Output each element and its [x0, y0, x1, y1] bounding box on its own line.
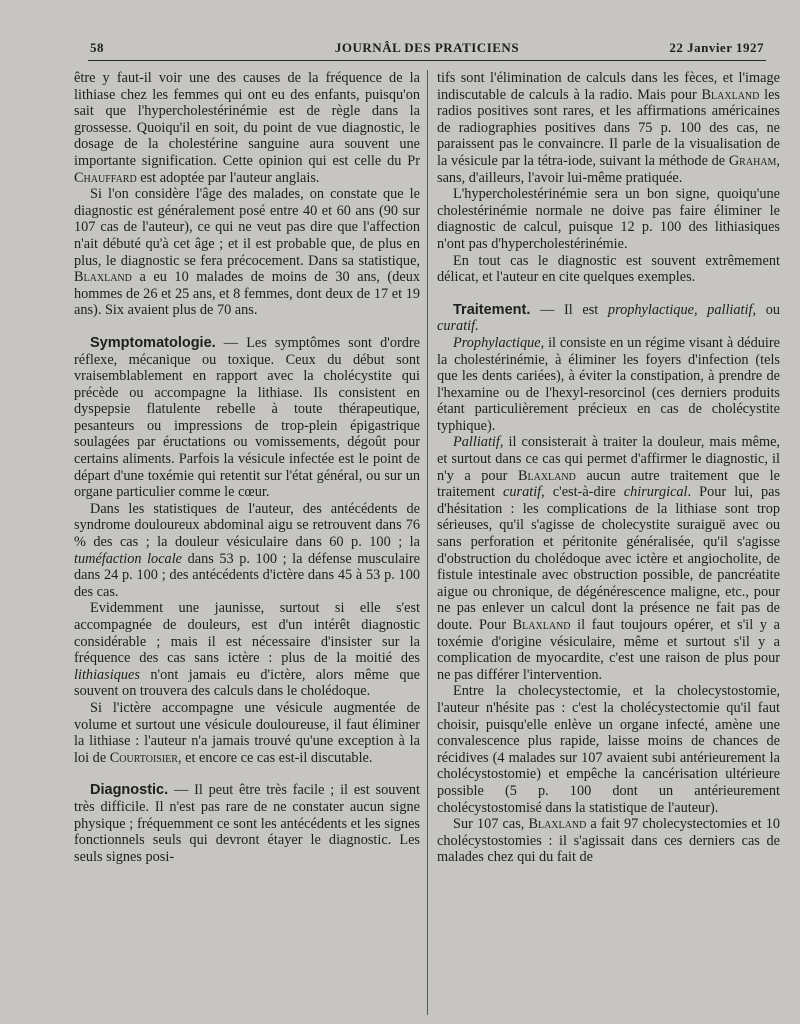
paragraph	[74, 186, 420, 319]
paragraph-text: — Les symptômes sont d'ordre réflexe, mécanique ou toxique. Ceux du début sont vraisemblablement en rapport avec la cholécystite qui précède ou accompagne la lithiase. Ils consistent en dyspepsie flatulente rebelle à toute thérapeutique, pesanteurs ou impressions de trop-plein épigastrique soulagées par éructations ou vomissements, dégoût pour certains aliments. Parfois la vésicule infectée est le point de départ d'une toxémie qui retentit sur l'état général, ou sur un organe particulier comme le cœur.	[74, 334, 420, 501]
paragraph-text: — Il peut être très facile ; il est souvent très difficile. Il n'est pas rare de ne constater aucun signe physique ; fréquemment ce sont les antécédents et les signes fonctionnels seuls qui devront étayer le diagnostic. Les seuls signes posi-	[74, 782, 420, 865]
left-column	[74, 70, 420, 1020]
paragraph	[437, 683, 780, 816]
issue-date: 22 Janvier 1927	[669, 40, 764, 55]
journal-title: JOURNÂL DES PRATICIENS	[334, 40, 520, 55]
paragraph-text: Palliatif, il consisterait à traiter la douleur, mais même, et surtout dans ce cas qui permet d'affirmer le diagnostic, il n'y a pour Blaxland aucun autre traitement que le traitement curatif, c'est-à-dire chirurgical. Pour lui, pas d'hésitation : les complications de la lithiase sont trop sérieuses, qu'il s'agisse de cholecystite suraiguë avec ou sans perforation et péritonite généralisée, qu'il s'agisse d'obstruction du cholédoque avec ictère et angiocholite, de fistule intestinale avec obstruction possible, de pancréatite aigue ou chronique, de dégénérescence maligne, etc., pour ne pas enlever un calcul dont la présence ne fait pas de doute. Pour Blaxland il faut toujours opérer, et s'il y a toxémie d'origine vésiculaire, même et surtout s'il y a complication de myocardite, c'est une raison de plus pour ne pas différer l'intervention.	[437, 434, 780, 683]
paragraph	[74, 600, 420, 700]
paragraph	[74, 501, 420, 601]
paragraph	[437, 302, 780, 335]
paragraph	[437, 335, 780, 435]
section-heading: Traitement.	[453, 301, 531, 318]
column-divider	[427, 70, 428, 1015]
section-heading: Diagnostic.	[90, 782, 169, 799]
section-heading: Symptomatologie.	[90, 334, 216, 351]
right-column	[437, 70, 780, 1020]
paragraph-text: Si l'ictère accompagne une vésicule augmentée de volume et surtout une vésicule douloureuse, il faut éliminer la lithiase : l'auteur n'a jamais trouvé qu'une exception à la loi de Courtoisier, et encore ce cas est-il discutable.	[74, 699, 420, 766]
paragraph-text: L'hypercholestérinémie sera un bon signe, quoiqu'une cholestérinémie normale ne doive pas faire éliminer le diagnostic de calcul, puisque 12 p. 100 des lithiasiques n'ont pas d'hypercholestérinémie.	[437, 186, 780, 252]
paragraph	[437, 434, 780, 683]
paragraph	[74, 700, 420, 766]
section-gap	[74, 319, 420, 335]
paragraph-text: Sur 107 cas, Blaxland a fait 97 cholecystectomies et 10 cholécystostomies : il s'agissait dans ces derniers cas de malades chez qui du fait de	[437, 816, 780, 866]
paragraph-text: Si l'on considère l'âge des malades, on constate que le diagnostic est généralement posé entre 40 et 60 ans (90 sur 107 cas de l'auteur), ce qui ne veut pas dire que l'affection n'ait débuté qu'à cet âge ; et il est probable que, de plus en plus, le diagnostic se fera précocement. Dans sa statistique, Blaxland a eu 10 malades de moins de 30 ans, (deux hommes de 26 et 25 ans, et 8 femmes, dont deux de 17 et 19 ans). Six avaient plus de 70 ans.	[74, 186, 420, 319]
paragraph-text: En tout cas le diagnostic est souvent extrêmement délicat, et l'auteur en cite quelques exemples.	[437, 252, 780, 286]
paragraph	[437, 816, 780, 866]
paragraph-text: tifs sont l'élimination de calculs dans les fèces, et l'image indiscutable de calculs à la radio. Mais pour Blaxland les radios positives sont rares, et les affirmations américaines de radiographies positives dans 75 p. 100 des cas, ne paraissent pas le convaincre. Il parle de la visualisation de la vésicule par la tétra-iode, suivant la méthode de Graham, sans, d'ailleurs, l'avoir lui-même pratiquée.	[437, 70, 780, 186]
section-gap	[74, 766, 420, 782]
paragraph-text: — Il est prophylactique, palliatif, ou curatif.	[437, 301, 780, 335]
paragraph	[437, 253, 780, 286]
paragraph-text: Evidemment une jaunisse, surtout si elle s'est accompagnée de douleurs, est d'un intérêt diagnostic considérable ; mais il est nécessaire d'insister sur la fréquence des cas sans ictère : plus de la moitié des lithiasiques n'ont jamais eu d'ictère, alors même que souvent on trouvera des calculs dans le cholédoque.	[74, 600, 420, 700]
paragraph	[437, 186, 780, 252]
paragraph	[74, 70, 420, 186]
paragraph-text: être y faut-il voir une des causes de la fréquence de la lithiase chez les femmes qui ont eu des enfants, puisqu'on sait que l'hypercholestérinémie est de règle dans la grossesse. Quoiqu'il en soit, du point de vue diagnostic, le dosage de la cholestérine sanguine aura souvent une importante signification. Cette opinion qui est celle du Pr Chauffard est adoptée par l'auteur anglais.	[74, 70, 420, 186]
paragraph	[437, 70, 780, 186]
page-header	[88, 36, 766, 61]
paragraph-text: Dans les statistiques de l'auteur, des antécédents de syndrome douloureux abdominal aigu se retrouvent dans 76 % des cas ; la douleur vésiculaire dans 60 p. 100 ; la tuméfaction locale dans 53 p. 100 ; la défense musculaire dans 24 p. 100 ; des antécédents d'ictère dans 45 à 53 p. 100 des cas.	[74, 500, 420, 600]
paragraph-text: Entre la cholecystectomie, et la cholecystostomie, l'auteur n'hésite pas : c'est la cholécystectomie qu'il faut choisir, puisqu'elle enlève un organe infecté, amène une convalescence plus rapide, laisse moins de chances de récidives (4 malades sur 107 avaient subi antérieurement la cholécystostomie) et empêche la cancérisation ultérieure possible (5 p. 100 dont un antérieurement cholécystostomisé dans la statistique de l'auteur).	[437, 683, 780, 816]
section-gap	[437, 286, 780, 302]
paragraph	[74, 335, 420, 501]
paragraph-text: Prophylactique, il consiste en un régime visant à déduire la cholestérinémie, à éliminer les foyers d'infection (tels que les dents cariées), à éviter la constipation, à prendre de l'hexamine ou de l'hexyl-resorcinol (ces derniers produits étant particulièrement précieux en cas de cholécystite typhique).	[437, 334, 780, 434]
page-number: 58	[90, 40, 104, 55]
paragraph	[74, 782, 420, 865]
